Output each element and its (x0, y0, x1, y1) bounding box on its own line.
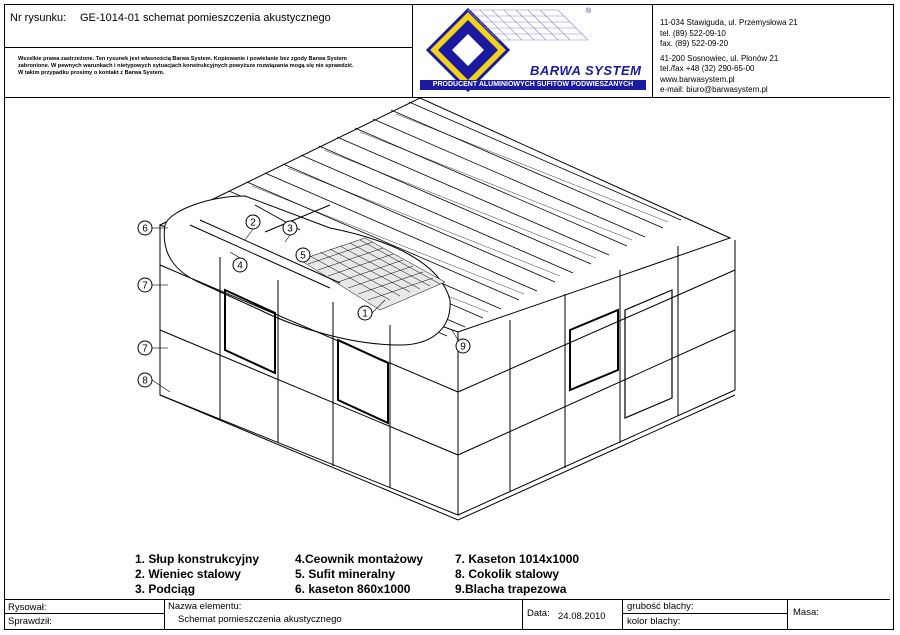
legend-item-4: 4.Ceownik montażowy (295, 552, 424, 566)
address-line: 41-200 Sosnowiec, ul. Plonów 21 (660, 53, 779, 63)
title-block-mid-left (4, 613, 164, 614)
title-block-divider-4 (787, 599, 788, 630)
drawing-number-label: Nr rysunku: (10, 12, 67, 24)
callout-9 (456, 339, 470, 353)
address-line: 11-034 Stawiguda, ul. Przemysłowa 21 (660, 18, 798, 27)
svg-text:3: 3 (287, 223, 293, 235)
drew-label: Rysował: (8, 602, 47, 613)
window-right (570, 310, 618, 390)
svg-text:6: 6 (142, 223, 148, 235)
svg-text:1: 1 (362, 308, 368, 320)
svg-text:7: 7 (142, 343, 148, 355)
disclaimer-line: Wszelkie prawa zastrzeżone. Ten rysunek jest własnością Barwa System. Kopiowanie i powielanie bez zgody Barwa System (18, 56, 347, 62)
fax-line: fax. (89) 522-09-20 (660, 39, 729, 48)
base-trim (160, 395, 735, 520)
disclaimer-line: W takim przypadku prosimy o kontakt z Barwa System. (18, 70, 165, 76)
element-name-label: Nazwa elementu: (168, 601, 242, 612)
phone-line: tel. (89) 522-09-10 (660, 28, 726, 38)
website-link[interactable]: www.barwasystem.pl (660, 74, 735, 84)
legend-item-9: 9.Blacha trapezowa (455, 582, 567, 596)
checked-label: Sprawdził: (8, 616, 52, 627)
disclaimer-line: zabronione. W pewnych warunkach i nietypowych sytuacjach konstrukcyjnych powyższe rozwiązania mogą się nie sprawdzić. (18, 63, 354, 69)
mass-label: Masa: (793, 607, 819, 618)
title-block-divider-1 (164, 599, 165, 630)
callout-4 (233, 258, 247, 272)
callout-7-upper (138, 278, 152, 292)
drawing-title: GE-1014-01 schemat pomieszczenia akustycznego (80, 12, 331, 24)
callout-2 (246, 215, 260, 229)
legend-item-7: 7. Kaseton 1014x1000 (455, 552, 580, 566)
building-structure (160, 98, 735, 520)
brand-tagline: PRODUCENT ALUMINIOWYCH SUFITÓW PODWIESZANYCH (420, 80, 646, 90)
brand-name-text: BARWA SYSTEM (530, 63, 642, 78)
svg-text:5: 5 (300, 250, 306, 262)
legend-item-1: 1. Słup konstrukcyjny (135, 552, 260, 566)
sheet-thickness-label: grubość blachy: (627, 601, 694, 612)
legend-item-6: 6. kaseton 860x1000 (295, 582, 411, 596)
legend-item-3: 3. Podciąg (135, 582, 196, 596)
callout-5 (296, 248, 310, 262)
date-value: 24.08.2010 (558, 611, 606, 622)
svg-text:2: 2 (250, 217, 256, 229)
registered-mark: ® (586, 8, 592, 15)
title-block-top (4, 599, 890, 600)
svg-text:8: 8 (142, 375, 148, 387)
element-name-value: Schemat pomieszczenia akustycznego (178, 614, 342, 625)
svg-text:7: 7 (142, 280, 148, 292)
door (625, 290, 672, 418)
legend-item-5: 5. Sufit mineralny (295, 567, 396, 581)
callout-6 (138, 221, 152, 235)
legend-item-8: 8. Cokolik stalowy (455, 567, 560, 581)
title-block-divider-2 (522, 599, 523, 630)
title-block-divider-3 (622, 599, 623, 630)
title-block-mid-right (622, 613, 787, 614)
email-link[interactable]: e-mail: biuro@barwasystem.pl (660, 85, 768, 94)
callout-3 (283, 221, 297, 235)
svg-text:9: 9 (460, 341, 466, 353)
callout-1 (358, 306, 372, 320)
window-center (338, 340, 388, 423)
sheet-color-label: kolor blachy: (627, 616, 681, 627)
phone-line: tel./fax +48 (32) 290-65-00 (660, 64, 755, 73)
date-label: Data: (527, 608, 550, 619)
svg-text:4: 4 (237, 260, 243, 272)
callout-8 (138, 373, 152, 387)
callout-7-lower (138, 341, 152, 355)
legend-item-2: 2. Wieniec stalowy (135, 567, 241, 581)
